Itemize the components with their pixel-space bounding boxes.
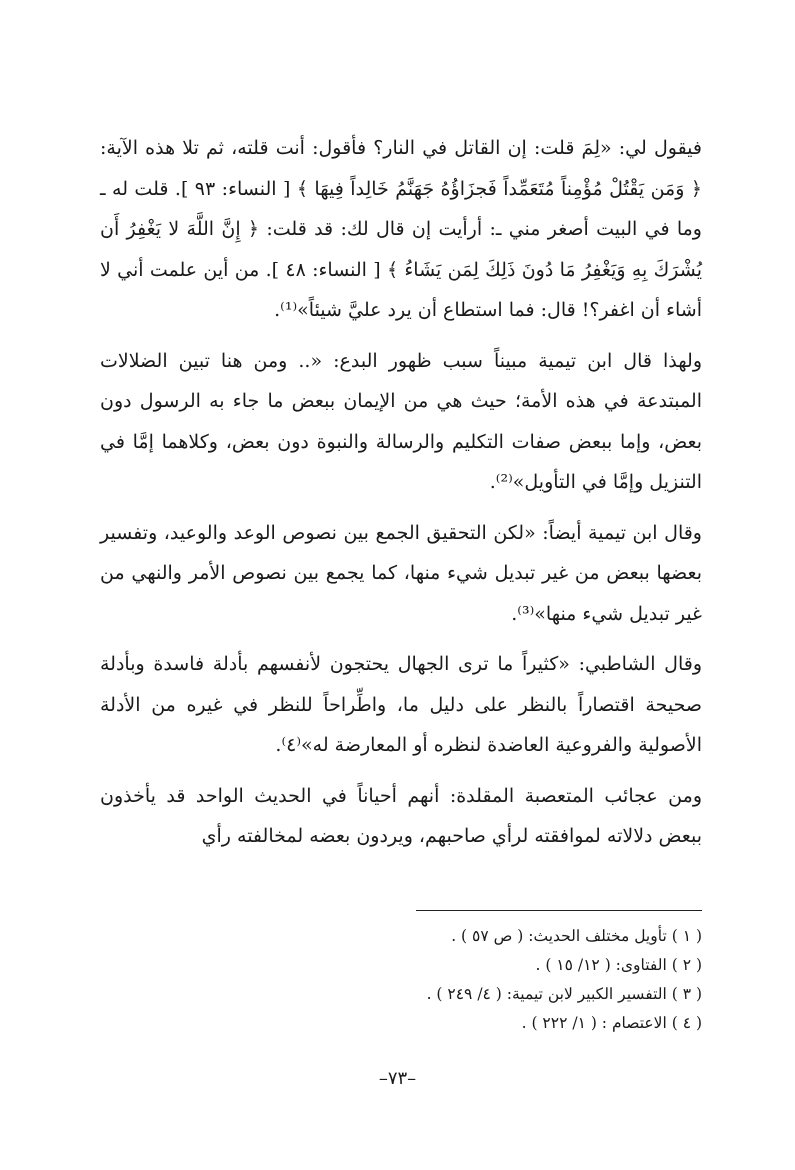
paragraph-5: ومن عجائب المتعصبة المقلدة: أنهم أحياناً في الحديث الواحد قد يأخذون ببعض دلالاته لموافقته لرأي صاحبهم، ويردون بعضه لمخالفته رأي bbox=[100, 784, 702, 847]
footnote-2: ( ٢ ) الفتاوى: ( ١٢/ ١٥ ) . bbox=[535, 956, 702, 974]
paragraph-4: وقال الشاطبي: «كثيراً ما ترى الجهال يحتجون لأنفسهم بأدلة فاسدة وبأدلة صحيحة اقتصاراً بالنظر على دليل ما، واطِّراحاً للنظر في غيره من الأدلة الأصولية والفروعية العاضدة لنظره أو المعارضة له»⁽٤⁾. bbox=[100, 653, 702, 756]
footnote-4: ( ٤ ) الاعتصام : ( ١/ ٢٢٢ ) . bbox=[521, 1014, 702, 1032]
main-text bbox=[100, 128, 702, 857]
paragraph-3: وقال ابن تيمية أيضاً: «لكن التحقيق الجمع بين نصوص الوعد والوعيد، وتفسير بعضها ببعض من غير تبديل شيء منها، كما يجمع بين نصوص الأمر والنهي من غير تبديل شيء منها»⁽³⁾. bbox=[100, 521, 702, 625]
footnotes bbox=[300, 922, 702, 1038]
footnote-divider bbox=[416, 910, 702, 911]
footnote-3: ( ٣ ) التفسير الكبير لابن تيمية: ( ٤/ ٢٤٩ ) . bbox=[426, 985, 702, 1003]
paragraph-2: ولهذا قال ابن تيمية مبيناً سبب ظهور البدع: «.. ومن هنا تبين الضلالات المبتدعة في هذه الأمة؛ حيث هي من الإيمان ببعض ما جاء به الرسول دون بعض، وإما ببعض صفات التكليم والرسالة والنبوة دون بعض، وكلاهما إمَّا في التنزيل وإمَّا في التأويل»⁽²⁾. bbox=[100, 349, 702, 493]
footnote-1: ( ١ ) تأويل مختلف الحديث: ( ص ٥٧ ) . bbox=[451, 927, 702, 945]
page-number: –٧٣– bbox=[378, 1068, 417, 1089]
paragraph-1: فيقول لي: «لِمَ قلت: إن القاتل في النار؟ فأقول: أنت قلته، ثم تلا هذه الآية: ﴿ وَمَن يَقْتُلْ مُؤْمِناً مُتَعَمِّداً فَجزَاؤُهُ جَهَنَّمُ خَالِداً فِيهَا ﴾ [ النساء: ٩٣ ]. قلت له ـ وما في البيت أصغر مني ـ: أرأيت إن قال لك: قد قلت: ﴿ إِنَّ اللَّهَ لا يَغْفِرُ أَن يُشْرَكَ بِهِ وَيَغْفِرُ مَا دُونَ ذَلِكَ لِمَن يَشَاءُ ﴾ [ النساء: ٤٨ ]. من أين علمت أني لا أشاء أن اغفر؟! قال: فما استطاع أن يرد عليَّ شيئاً»⁽¹⁾. bbox=[100, 137, 702, 321]
